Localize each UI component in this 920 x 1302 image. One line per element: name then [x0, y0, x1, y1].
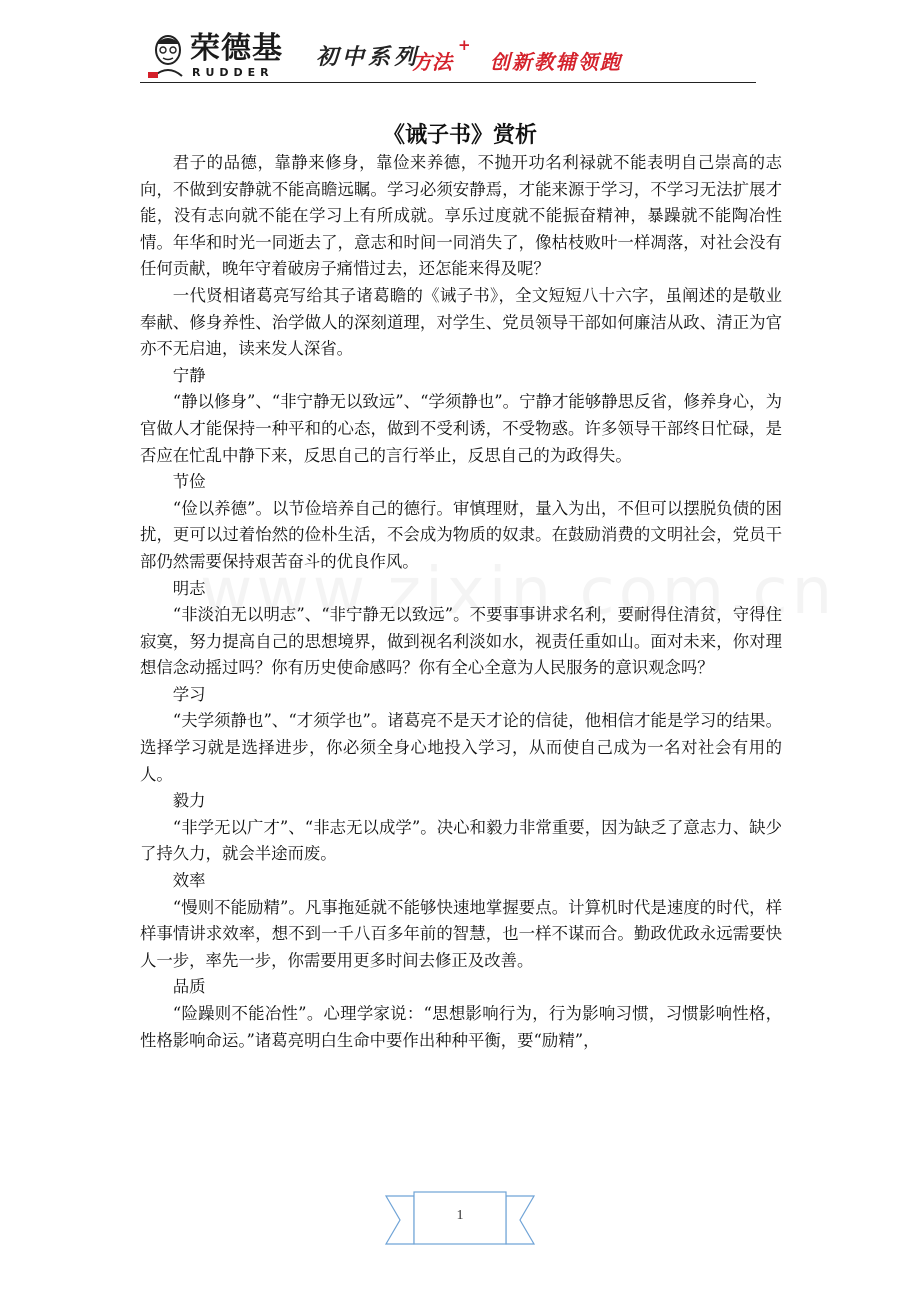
- section-heading: 毅力: [172, 791, 206, 811]
- body-paragraph: 一代贤相诸葛亮写给其子诸葛瞻的《诫子书》，全文短短八十六字，虽阐述的是敬业奉献、修身养性、治学做人的深刻道理，对学生、党员领导干部如何廉洁从政、清正为官亦不无启迪，读来发人深省。: [140, 285, 782, 359]
- body-paragraph: “静以修身”、“非宁静无以致远”、“学须静也”。宁静才能够静思反省，修养身心，为官做人才能保持一种平和的心态，做到不受利诱，不受物惑。许多领导干部终日忙碌，是否应在忙乱中静下来，反思自己的言行举止，反思自己的为政得失。: [140, 392, 782, 465]
- body-paragraph: “非学无以广才”、“非志无以成学”。决心和毅力非常重要，因为缺乏了意志力、缺少了持久力，就会半途而废。: [140, 817, 782, 864]
- slogan-plus: +: [458, 36, 471, 54]
- page-header: [140, 22, 756, 84]
- brand-logo-icon: [146, 30, 190, 80]
- slogan-method: 方法: [412, 50, 452, 74]
- body-paragraph: “俭以养德”。以节俭培养自己的德行。审慎理财，量入为出，不但可以摆脱负债的困扰，更可以过着怡然的俭朴生活，不会成为物质的奴隶。在鼓励消费的文明社会，党员干部仍然需要保持艰苦奋斗的优良作风。: [140, 498, 782, 571]
- body-paragraph: 君子的品德，靠静来修身，靠俭来养德，不抛开功名利禄就不能表明自己崇高的志向，不做到安静就不能高瞻远瞩。学习必须安静焉，才能来源于学习，不学习无法扩展才能，没有志向就不能在学习上有所成就。享乐过度就不能振奋精神，暴躁就不能陶冶性情。年华和时光一同逝去了，意志和时间一同消失了，像枯枝败叶一样凋落，对社会没有任何贡献，晚年守着破房子痛惜过去，还怎能来得及呢？: [140, 153, 782, 279]
- body-paragraph: “险躁则不能冶性”。心理学家说：“思想影响行为，行为影响习惯，习惯影响性格，性格影响命运。”诸葛亮明白生命中要作出种种平衡，要“励精”，: [140, 1004, 782, 1050]
- page-footer: [384, 1188, 536, 1252]
- brand-name-english: RUDDER: [192, 66, 274, 79]
- header-divider: [140, 82, 756, 83]
- section-heading: 宁静: [172, 365, 206, 385]
- page-number: 1: [456, 1208, 464, 1223]
- section-heading: 效率: [172, 871, 206, 891]
- section-heading: 明志: [172, 578, 206, 598]
- section-heading: 品质: [172, 977, 206, 997]
- body-paragraph: “慢则不能励精”。凡事拖延就不能够快速地掌握要点。计算机时代是速度的时代，样样事情讲求效率，想不到一千八百多年前的智慧，也一样不谋而合。勤政优政永远需要快人一步，率先一步，你需要用更多时间去修正及改善。: [140, 897, 782, 970]
- slogan-innovation: 创新教辅领跑: [490, 50, 622, 74]
- section-heading: 学习: [172, 684, 206, 704]
- section-heading: 节俭: [172, 472, 206, 492]
- brand-name: 荣德基: [190, 31, 283, 66]
- series-label: 初中系列: [316, 45, 421, 70]
- body-paragraph: “夫学须静也”、“才须学也”。诸葛亮不是天才论的信徒，他相信才能是学习的结果。选择学习就是选择进步，你必须全身心地投入学习，从而使自己成为一名对社会有用的人。: [140, 711, 782, 784]
- body-paragraph: “非淡泊无以明志”、“非宁静无以致远”。不要事事讲求名利，要耐得住清贫，守得住寂寞，努力提高自己的思想境界，做到视名利淡如水，视责任重如山。面对未来，你对理想信念动摇过吗？你有历史使命感吗？你有全心全意为人民服务的意识观念吗？: [140, 605, 782, 678]
- document-title: 《诫子书》赏析: [382, 122, 537, 148]
- document-body: [140, 150, 782, 1054]
